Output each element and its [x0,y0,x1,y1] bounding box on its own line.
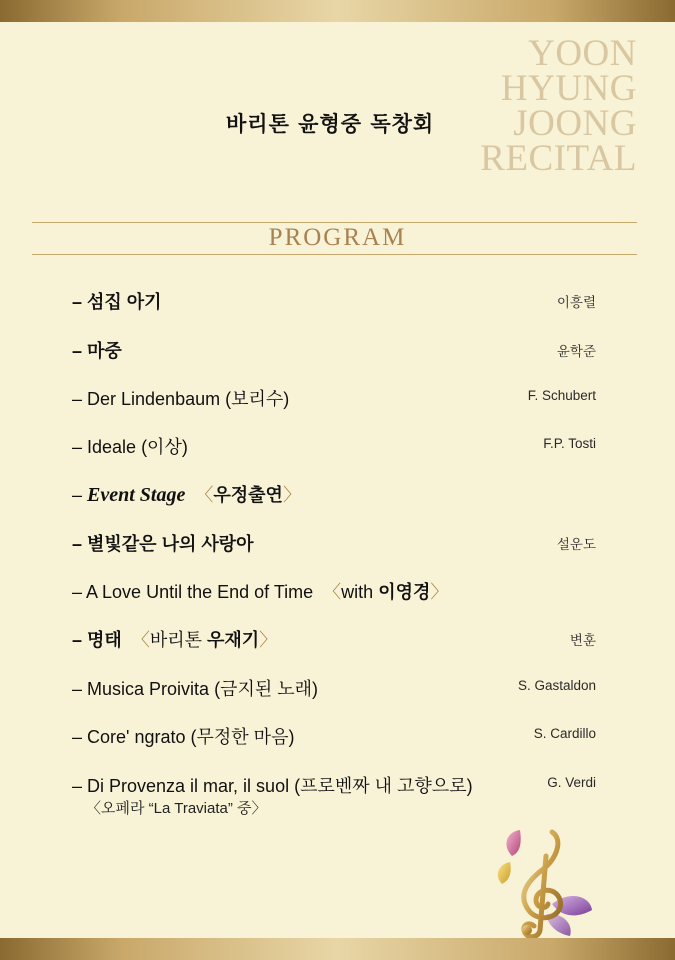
program-item-title: – 마중 [72,341,122,361]
program-item [72,433,596,463]
english-title-line-1: YOON [528,33,637,74]
program-heading: PROGRAM [268,224,407,251]
program-item-composer: 설운도 [556,537,596,552]
program-item-composer: S. Cardillo [533,726,596,741]
program-item-composer: 윤학준 [556,344,596,359]
program-item [72,530,596,560]
english-title-line-3: JOONG [513,103,637,144]
program-item [72,723,596,753]
english-recital-title [437,33,637,179]
treble-clef-with-leaves-icon [494,826,594,942]
yellow-leaf [498,862,511,884]
program-item-title: – Di Provenza il mar, il suol (프로벤짜 내 고향으로) [72,776,473,796]
korean-recital-title: 바리톤 윤형중 독창회 [226,112,435,136]
program-item-composer: 이흥렬 [556,295,596,310]
program-rule-top [32,222,637,223]
program-item-composer: F. Schubert [527,388,596,403]
program-item-title: – A Love Until the End of Time 〈with 이영경〉 [72,582,449,602]
program-item-composer: S. Gastaldon [517,678,596,693]
program-item-composer: G. Verdi [547,775,596,790]
program-item [72,626,596,656]
program-item-event-stage [72,481,596,511]
program-item-title: – 명태 〈바리톤 우재기〉 [72,630,278,650]
program-item-composer: F.P. Tosti [543,436,596,451]
program-item-composer: 변훈 [569,633,596,648]
program-item [72,578,596,608]
program-rule-bottom [32,254,637,255]
top-gold-band [0,0,675,22]
program-item-title: – Der Lindenbaum (보리수) [72,389,290,409]
program-item [72,337,596,367]
program-item [72,385,596,415]
program-item-title: – Ideale (이상) [72,437,188,457]
program-item [72,675,596,705]
program-item-title: – 섬집 아기 [72,292,162,312]
program-item-title: – Musica Proivita (금지된 노래) [72,679,318,699]
program-item-title: – Core' ngrato (무정한 마음) [72,727,295,747]
program-item-subtitle: 〈오페라 “La Traviata” 중〉 [86,800,267,817]
program-item-title: – 별빛같은 나의 사랑아 [72,534,254,554]
english-title-line-2: HYUNG [500,68,637,109]
event-stage-label: Event Stage [87,484,186,506]
pink-leaf [506,830,520,856]
bottom-gold-band [0,938,675,960]
program-item-title: – Event Stage 〈우정출연〉 [72,484,301,506]
program-item [72,288,596,318]
english-title-line-4: RECITAL [480,138,637,179]
